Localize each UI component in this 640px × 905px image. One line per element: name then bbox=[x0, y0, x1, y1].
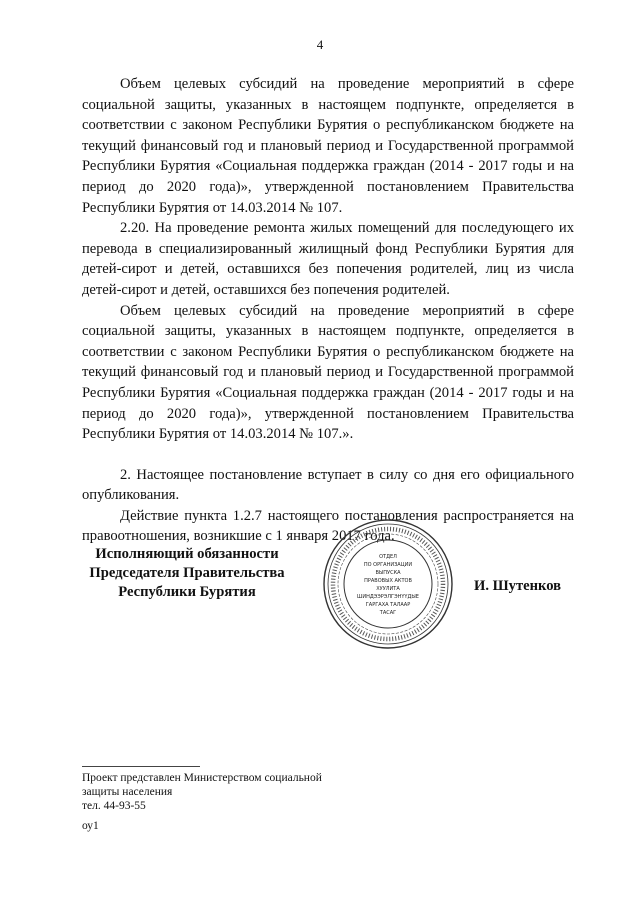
seal-line: ОТДЕЛ bbox=[379, 554, 397, 560]
paragraph: 2.20. На проведение ремонта жилых помещений для последующего их перевода в специализированный жилищный фонд Республики Бурятия для детей-сирот и детей, оставшихся без попечения родителей, лиц из числа детей-сирот и детей, оставшихся без попечения родителей. bbox=[82, 220, 574, 298]
paragraph: Объем целевых субсидий на проведение мероприятий в сфере социальной защиты, указанных в настоящем подпункте, определяется в соответствии с законом Республики Бурятия о республиканском бюджете на текущий финансовый год и плановый период и Государственной программой Республики Бурятия «Социальная поддержка граждан (2014 - 2017 годы и на период до 2020 года)», утвержденной постановлением Правительства Республики Бурятия от 14.03.2014 № 107.». bbox=[82, 302, 574, 443]
signatory-title bbox=[82, 545, 292, 602]
signatory-title-line: Исполняющий обязанности bbox=[95, 546, 279, 562]
signatory-name: И. Шутенков bbox=[474, 578, 562, 594]
seal-line: ТАСАГ bbox=[379, 610, 397, 616]
document-body bbox=[82, 74, 574, 547]
paragraph: Объем целевых субсидий на проведение мероприятий в сфере социальной защиты, указанных в настоящем подпункте, определяется в соответствии с законом Республики Бурятия о республиканском бюджете на текущий финансовый год и плановый период и Государственной программой Республики Бурятия «Социальная поддержка граждан (2014 - 2017 годы и на период до 2020 года)», утвержденной постановлением Правительства Республики Бурятия от 14.03.2014 № 107. bbox=[82, 76, 574, 216]
signatory-title-line: Республики Бурятия bbox=[118, 584, 256, 600]
seal-line: ГАРГАХА ТАЛААР bbox=[365, 602, 411, 608]
paragraph: Действие пункта 1.2.7 настоящего постановления распространяется на правоотношения, возникшие с 1 января 2017 года. bbox=[82, 507, 574, 545]
document-code: оу1 bbox=[82, 820, 99, 832]
paragraph: 2. Настоящее постановление вступает в силу со дня его официального опубликования. bbox=[82, 466, 574, 504]
footnote-line: Проект представлен Министерством социальной bbox=[82, 772, 322, 784]
signatory-title-line: Председателя Правительства bbox=[89, 565, 285, 581]
seal-line: ХУУЛИТА bbox=[376, 586, 400, 592]
footnote-line: защиты населения bbox=[82, 786, 173, 798]
footnote-divider bbox=[82, 766, 200, 767]
seal-line: ШИНДЭЭРЭЛГЭНҮҮДЫЕ bbox=[357, 594, 419, 600]
official-seal bbox=[322, 518, 454, 650]
footnote bbox=[82, 771, 322, 813]
page-number: 4 bbox=[316, 37, 324, 52]
footnote-line: тел. 44-93-55 bbox=[82, 800, 146, 812]
seal-line: ВЫПУСКА bbox=[375, 570, 401, 576]
seal-line: ПРАВОВЫХ АКТОВ bbox=[364, 578, 412, 584]
seal-line: ПО ОРГАНИЗАЦИИ bbox=[363, 562, 413, 568]
